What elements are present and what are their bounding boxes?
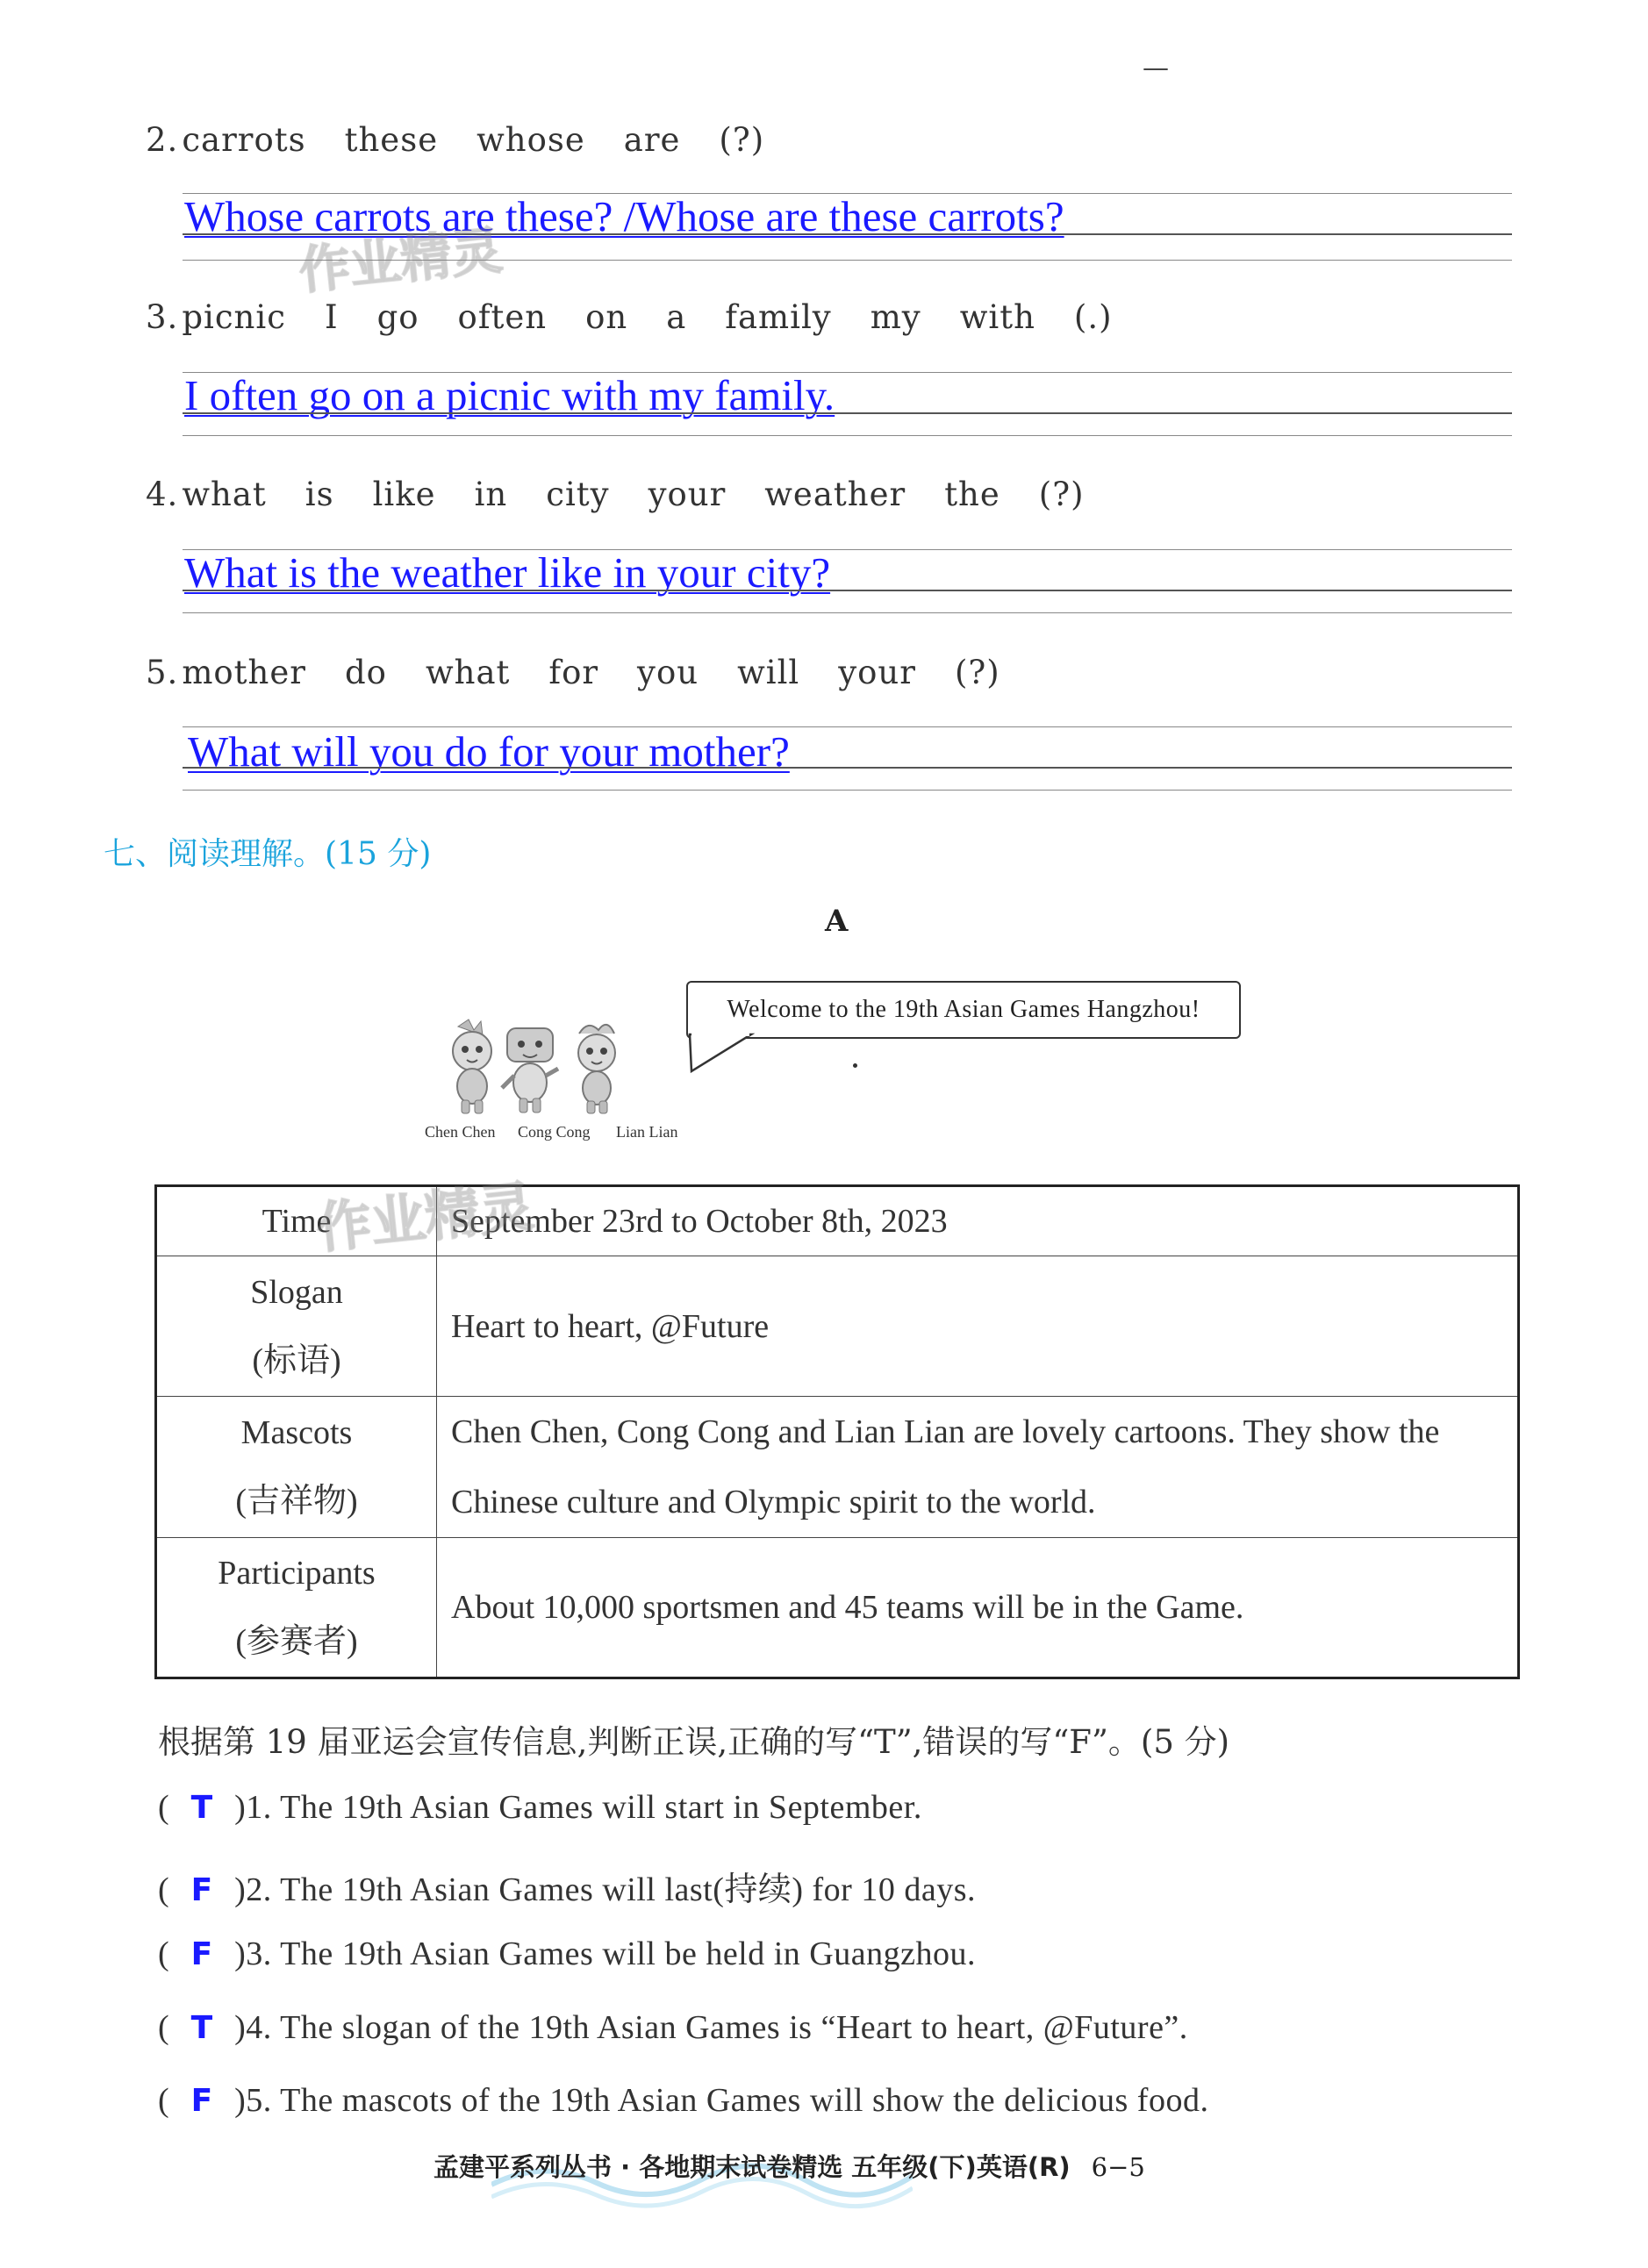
row-label: Slogan — [250, 1273, 343, 1311]
answer-line — [183, 590, 1512, 591]
word: with — [959, 298, 1035, 336]
word: weather — [764, 476, 906, 513]
word: I — [324, 298, 339, 336]
word: city — [546, 476, 610, 513]
word: go — [376, 298, 419, 336]
tf-statement: )2. The 19th Asian Games will last(持续) for 10 days. — [234, 1871, 976, 1908]
word: your — [838, 654, 916, 691]
answer-line — [183, 767, 1512, 769]
answer-line — [183, 412, 1512, 414]
row-label-cn: (标语) — [252, 1341, 341, 1379]
table-value-cell: Heart to heart, @Future — [437, 1256, 1519, 1397]
question-2-answer: Whose carrots are these? /Whose are these carrots? — [184, 192, 1064, 240]
word: the — [944, 476, 1000, 513]
table-label-cell — [156, 1397, 437, 1538]
passage-letter: A — [825, 904, 849, 939]
tf-item-1: ( T )1. The 19th Asian Games will start in September. — [158, 1789, 922, 1826]
tf-statement: )1. The 19th Asian Games will start in September. — [234, 1789, 922, 1826]
word: are — [623, 121, 681, 159]
question-4-answer: What is the weather like in your city? — [184, 548, 831, 597]
word: in — [474, 476, 508, 513]
question-number: 2. — [146, 121, 179, 159]
section-score: (15 分) — [325, 836, 432, 872]
row-label-cn: (参赛者) — [235, 1623, 358, 1660]
mascot-label: Lian Lian — [616, 1123, 678, 1141]
speech-bubble: Welcome to the 19th Asian Games Hangzhou! — [686, 981, 1241, 1039]
table-value-cell: About 10,000 sportsmen and 45 teams will be in the Game. — [437, 1538, 1519, 1678]
mascot-chen-chen-icon — [453, 1020, 491, 1113]
mascot-label: Cong Cong — [518, 1123, 591, 1141]
question-3-answer: I often go on a picnic with my family. — [184, 371, 835, 419]
word: mother — [182, 654, 306, 691]
mascot-label: Chen Chen — [425, 1123, 496, 1141]
watermark: 作业精灵 — [313, 1174, 537, 1261]
question-number: 4. — [146, 476, 179, 513]
question-2-words — [146, 121, 803, 159]
word: often — [457, 298, 548, 336]
tf-answer: T — [190, 2010, 213, 2046]
dot — [853, 1063, 857, 1068]
tf-answer: F — [190, 1936, 213, 1972]
word: my — [870, 298, 921, 336]
table-row — [156, 1397, 1519, 1538]
question-number: 3. — [146, 298, 179, 336]
word: what — [182, 476, 267, 513]
row-label-cn: (吉祥物) — [235, 1483, 358, 1520]
word: (?) — [1038, 476, 1085, 513]
word: on — [585, 298, 628, 336]
tf-statement: )3. The 19th Asian Games will be held in Guangzhou. — [234, 1935, 976, 1972]
table-label-cell — [156, 1538, 437, 1678]
question-5-words — [146, 654, 1039, 691]
word: (?) — [719, 121, 765, 159]
mascot-lian-lian-icon — [578, 1025, 615, 1113]
answer-line — [183, 790, 1512, 791]
tf-item-2: ( F )2. The 19th Asian Games will last(持续) for 10 days. — [158, 1871, 976, 1908]
tf-item-5: ( F )5. The mascots of the 19th Asian Games will show the delicious food. — [158, 2082, 1209, 2119]
row-label: Mascots — [240, 1414, 353, 1451]
table-value-cell: Chen Chen, Cong Cong and Lian Lian are lovely cartoons. They show the Chinese culture and Olympic spirit to the world. — [437, 1397, 1519, 1538]
word: what — [425, 654, 511, 691]
tf-answer: F — [190, 1872, 213, 1908]
mascot-cong-cong-icon — [502, 1028, 558, 1113]
footer-title: 孟建平系列丛书 · 各地期末试卷精选 五年级(下)英语(R) — [433, 2152, 1071, 2182]
row-label: Time — [262, 1203, 332, 1240]
answer-line — [183, 435, 1512, 436]
question-3-words — [146, 298, 1151, 336]
word: your — [648, 476, 727, 513]
table-row — [156, 1538, 1519, 1678]
tf-item-3: ( F )3. The 19th Asian Games will be held in Guangzhou. — [158, 1935, 976, 1972]
word: carrots — [182, 121, 306, 159]
question-number: 5. — [146, 654, 179, 691]
row-label: Participants — [218, 1555, 376, 1592]
table-value-cell: September 23rd to October 8th, 2023 — [437, 1186, 1519, 1256]
section-title — [104, 829, 431, 874]
word: do — [344, 654, 387, 691]
word: for — [548, 654, 599, 691]
word: a — [666, 298, 687, 336]
tf-statement: )5. The mascots of the 19th Asian Games will show the delicious food. — [234, 2082, 1209, 2119]
page-number: 6−5 — [1091, 2152, 1145, 2182]
tf-item-4: ( T )4. The slogan of the 19th Asian Games is “Heart to heart, @Future”. — [158, 2009, 1188, 2046]
answer-line — [183, 612, 1512, 613]
table-row — [156, 1256, 1519, 1397]
table-label-cell — [156, 1256, 437, 1397]
tf-answer: T — [190, 1790, 213, 1826]
question-4-words — [146, 476, 1123, 513]
question-5-answer: What will you do for your mother? — [188, 727, 790, 776]
word: picnic — [182, 298, 286, 336]
word: (?) — [954, 654, 1000, 691]
word: like — [372, 476, 436, 513]
instruction-text: 根据第 19 届亚运会宣传信息,判断正误,正确的写“T”,错误的写“F”。(5 分) — [158, 1723, 1230, 1761]
word: (.) — [1073, 298, 1113, 336]
word: will — [737, 654, 800, 691]
mascots-illustration-icon — [430, 1018, 702, 1119]
word: whose — [476, 121, 585, 159]
tf-statement: )4. The slogan of the 19th Asian Games is “Heart to heart, @Future”. — [234, 2009, 1188, 2046]
word: is — [305, 476, 334, 513]
word: family — [725, 298, 832, 336]
section-title-text: 七、阅读理解。 — [104, 836, 326, 872]
watermark: 作业精灵 — [296, 220, 505, 301]
word: you — [637, 654, 699, 691]
footer — [433, 2148, 1145, 2184]
corner-mark: — — [1143, 53, 1169, 83]
tf-answer: F — [190, 2083, 213, 2119]
word: these — [344, 121, 439, 159]
